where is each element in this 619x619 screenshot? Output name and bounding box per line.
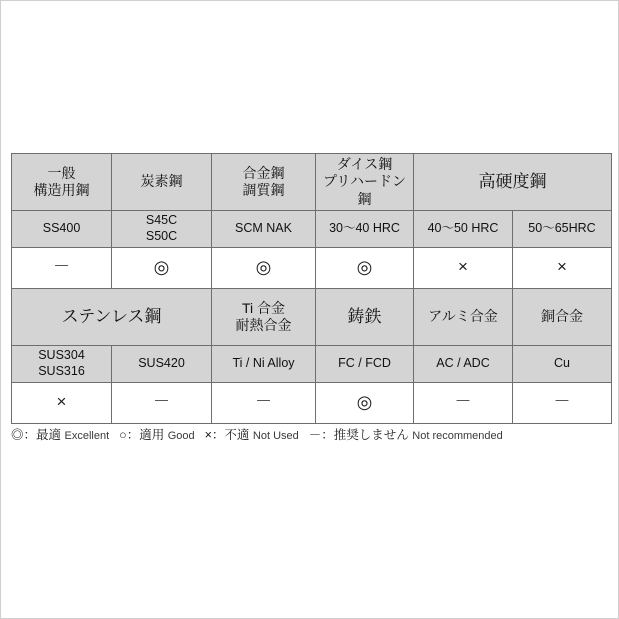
material-label: 40～50 HRC — [427, 221, 499, 236]
material-label: S50C — [145, 229, 178, 243]
rating-symbol: － — [553, 392, 571, 412]
rating-cell — [316, 248, 414, 289]
material-label: 50～65HRC — [528, 221, 596, 236]
legend-symbol-jp: －：推奨しません — [308, 428, 409, 442]
group-header-cell — [12, 154, 112, 211]
group-header-cell — [414, 289, 513, 346]
group-header-cell — [212, 289, 316, 346]
material-cell — [12, 211, 112, 248]
material-cell — [212, 346, 316, 383]
rating-cell — [12, 383, 112, 424]
rating-symbol: ◎ — [356, 391, 373, 412]
material-label: SCM NAK — [235, 221, 292, 236]
material-label: S45C — [145, 213, 178, 228]
rating-symbol: － — [153, 392, 170, 412]
material-label: AC / ADC — [436, 356, 490, 371]
material-cell — [414, 346, 513, 383]
legend-en: Excellent — [64, 430, 110, 442]
material-cell — [414, 211, 513, 248]
group-header-cell — [316, 289, 414, 346]
material-cell — [112, 211, 212, 248]
material-cell — [513, 211, 612, 248]
group-header-line: プリハードン鋼 — [322, 173, 407, 207]
group-header-line: 構造用鋼 — [33, 182, 90, 198]
legend-item — [11, 425, 109, 443]
group-header-line: 銅合金 — [541, 308, 583, 325]
rating-symbol: ◎ — [356, 256, 373, 277]
material-label: 30～40 HRC — [329, 221, 400, 236]
rating-cell — [212, 383, 316, 424]
group-header-cell — [513, 289, 612, 346]
group-header-line: アルミ合金 — [428, 308, 498, 325]
table-row-group-header-1 — [12, 154, 612, 211]
matrix-table — [11, 153, 612, 424]
material-cell — [212, 211, 316, 248]
material-cell — [316, 211, 414, 248]
group-header-line: 耐熱合金 — [235, 317, 292, 333]
rating-symbol: × — [557, 257, 567, 277]
rating-cell — [112, 248, 212, 289]
group-header-line: ダイス鋼 — [336, 155, 393, 172]
legend-symbol-jp: ×：不適 — [204, 428, 250, 442]
rating-cell — [316, 383, 414, 424]
rating-symbol: ◎ — [153, 256, 170, 277]
material-cell — [112, 346, 212, 383]
table-row-rating-1 — [12, 248, 612, 289]
material-compatibility-table — [11, 153, 611, 424]
material-cell — [513, 346, 612, 383]
group-header-line: 調質鋼 — [242, 182, 285, 198]
legend — [11, 425, 611, 443]
legend-symbol-jp: ○：適用 — [119, 428, 165, 442]
rating-symbol: × — [56, 392, 67, 412]
material-label: SUS304 — [38, 348, 85, 363]
material-label: SUS420 — [138, 356, 185, 371]
legend-en: Not recommended — [412, 430, 503, 442]
table-row-material-1 — [12, 211, 612, 248]
table-row-material-2 — [12, 346, 612, 383]
group-header-line: 鋳鉄 — [347, 307, 382, 327]
legend-en: Not Used — [252, 430, 299, 442]
material-label: SUS316 — [38, 364, 85, 378]
rating-symbol: － — [454, 392, 472, 412]
rating-cell — [414, 383, 513, 424]
table-row-rating-2 — [12, 383, 612, 424]
legend-item — [309, 425, 503, 443]
group-header-line: 一般 — [47, 164, 76, 181]
rating-symbol: － — [53, 257, 70, 277]
group-header-line: ステンレス鋼 — [61, 307, 162, 327]
material-label: Ti / Ni Alloy — [232, 356, 295, 371]
group-header-cell — [414, 154, 612, 211]
legend-en: Good — [167, 430, 195, 442]
table-row-group-header-2 — [12, 289, 612, 346]
material-cell — [12, 346, 112, 383]
rating-cell — [414, 248, 513, 289]
group-header-line: Ti 合金 — [241, 299, 286, 316]
group-header-cell — [316, 154, 414, 211]
group-header-line: 炭素鋼 — [140, 173, 183, 190]
legend-symbol-jp: ◎：最適 — [11, 428, 62, 442]
rating-cell — [12, 248, 112, 289]
material-label: Cu — [554, 356, 570, 371]
rating-cell — [112, 383, 212, 424]
rating-symbol: － — [255, 392, 272, 412]
group-header-line: 合金鋼 — [242, 164, 285, 181]
legend-item — [119, 425, 194, 443]
group-header-line: 高硬度鋼 — [478, 172, 547, 192]
group-header-cell — [212, 154, 316, 211]
rating-symbol: × — [458, 257, 468, 277]
material-label: FC / FCD — [338, 356, 391, 371]
group-header-cell — [12, 289, 212, 346]
rating-cell — [212, 248, 316, 289]
rating-cell — [513, 383, 612, 424]
material-cell — [316, 346, 414, 383]
material-label: SS400 — [42, 221, 81, 236]
group-header-cell — [112, 154, 212, 211]
rating-symbol: ◎ — [255, 256, 272, 277]
rating-cell — [513, 248, 612, 289]
legend-item — [205, 425, 299, 443]
